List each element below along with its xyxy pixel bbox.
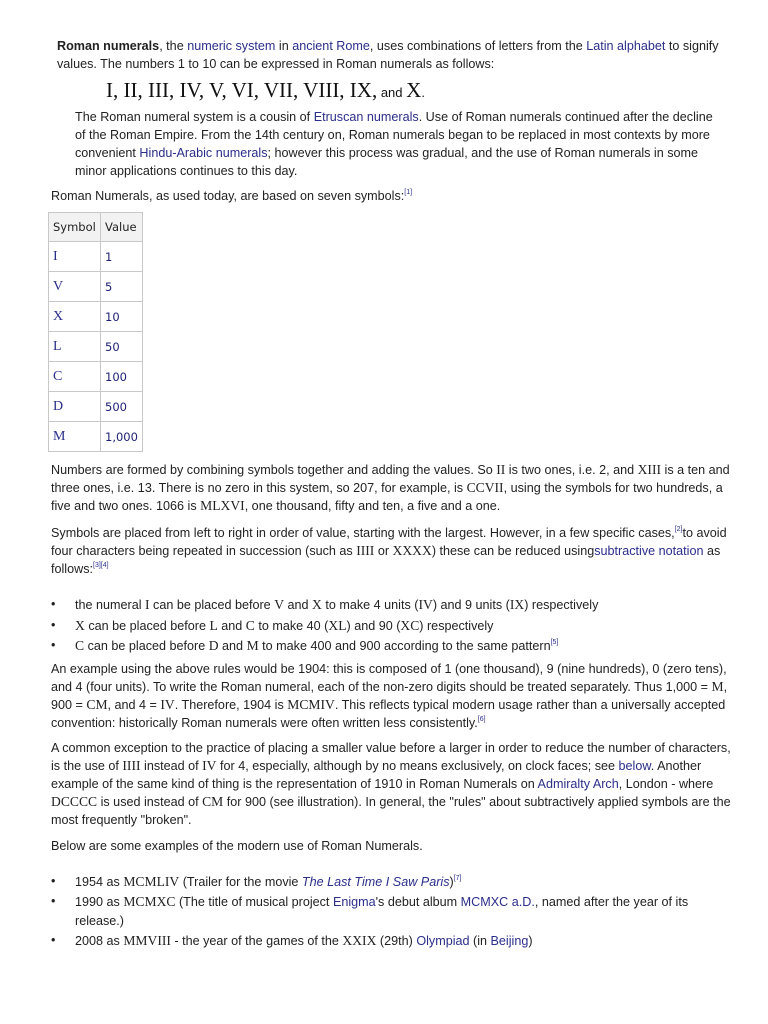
link-below[interactable]: below (618, 759, 651, 773)
symbol-cell: M (49, 422, 101, 452)
roman-numeral: II (496, 462, 506, 477)
citation-2[interactable]: [2] (674, 526, 683, 533)
roman-numeral: IV (418, 597, 433, 612)
table-row (49, 362, 143, 392)
text: can be placed before (84, 639, 209, 653)
roman-numeral: MCMXC (123, 894, 176, 909)
text: is used instead of (97, 795, 203, 809)
text: Roman Numerals, as used today, are based on seven symbols: (51, 189, 405, 203)
value-cell: 500 (101, 392, 143, 422)
roman-numeral: L (209, 617, 218, 633)
roman-numeral: IV (202, 758, 217, 773)
table-row (49, 392, 143, 422)
list-item (51, 636, 731, 657)
table-row (49, 422, 143, 452)
text: ) and 9 units ( (432, 598, 510, 612)
text: and (218, 639, 247, 653)
list-item (51, 616, 731, 637)
roman-numeral: CM (86, 697, 108, 712)
roman-numeral: I (145, 597, 150, 612)
text: An example using the above rules would be 1904: this is composed of 1 (one thousand), 9 (nine hundreds), 0 (zero tens), and 4 (four units). To write the Roman numeral, each of the non-zero digits should be treated separately. Thus 1,000 = (51, 662, 727, 694)
value-cell: 1 (101, 242, 143, 272)
text: , named after the year of its release.) (75, 895, 689, 928)
text: ) and 90 ( (346, 618, 401, 633)
citation-5[interactable]: [5] (550, 639, 559, 646)
text: - the year of the games of the (170, 934, 343, 948)
roman-numeral: IX (509, 597, 525, 612)
roman-numeral: D (208, 638, 219, 653)
link-beijing[interactable]: Beijing (490, 934, 529, 948)
text: to make 4 units ( (321, 598, 419, 612)
text: , the (159, 39, 188, 53)
roman-numeral: XC (400, 617, 420, 633)
roman-numeral: M (711, 679, 724, 694)
modern-examples-intro: Below are some examples of the modern use of Roman Numerals. (51, 839, 423, 853)
exception-paragraph (51, 739, 731, 829)
value-cell: 5 (101, 272, 143, 302)
text: as follows: (51, 544, 721, 576)
text: The Roman numeral system is a cousin of (75, 110, 314, 124)
text: ) these can be reduced using (431, 544, 595, 558)
text: , London - where (618, 777, 714, 791)
numerals-list: I, II, III, IV, V, VI, VII, VIII, IX, (106, 78, 378, 102)
roman-numeral: IV (160, 697, 175, 712)
text: (The title of musical project (175, 895, 333, 909)
text: , 900 = (51, 680, 728, 712)
link-latin-alphabet[interactable]: Latin alphabet (586, 39, 666, 53)
text: to make 40 ( (254, 618, 329, 633)
symbol-cell: X (49, 302, 101, 332)
symbol-cell: V (49, 272, 101, 302)
citation-1[interactable]: [1] (404, 189, 413, 196)
roman-numeral: IIII (356, 543, 375, 558)
link-last-time-i-saw-paris[interactable]: The Last Time I Saw Paris (301, 875, 450, 889)
text: . Another example of the same kind of thing is the representation of 1910 in Roman Numerals on (51, 759, 702, 791)
link-hindu-arabic-numerals[interactable]: Hindu-Arabic numerals (139, 146, 268, 160)
roman-numeral: X (75, 617, 85, 633)
roman-numeral: XXIX (342, 933, 377, 948)
symbols-intro (51, 187, 412, 205)
text: ) (449, 875, 454, 889)
text: and (284, 598, 313, 612)
text: 1990 as (75, 895, 124, 909)
citation-7[interactable]: [7] (453, 875, 462, 882)
column-header-symbol: Symbol (49, 213, 101, 242)
roman-numeral: M (246, 638, 259, 653)
text: for 900 (see illustration). In general, the "rules" about subtractively applied symbols are the most frequently "broken". (51, 795, 731, 827)
roman-numeral: MMVIII (123, 933, 171, 948)
text: to avoid four characters being repeated in succession (such as (51, 526, 727, 558)
text: in (275, 39, 293, 53)
value-cell: 10 (101, 302, 143, 332)
text: is a ten and three ones, i.e. 13. There is no zero in this system, so 207, for example, is (51, 463, 730, 495)
text: ) respectively (524, 598, 599, 612)
numeral-x: X (406, 78, 422, 102)
subtractive-rules-list (51, 595, 731, 657)
roman-numeral: C (75, 638, 85, 653)
link-subtractive-notation[interactable]: subtractive notation (594, 544, 704, 558)
text: and (217, 618, 246, 633)
table-header-row (49, 213, 143, 242)
numerals-1-to-10 (106, 78, 425, 103)
symbol-table (48, 212, 143, 452)
roman-numeral: X (312, 597, 322, 612)
text: ; however this process was gradual, and the use of Roman numerals in some minor applications continues to this day. (75, 146, 699, 178)
text: instead of (140, 759, 203, 773)
roman-numeral: MCMLIV (123, 874, 180, 889)
text: to make 400 and 900 according to the same pattern (258, 639, 551, 653)
cousin-paragraph (75, 108, 725, 180)
text: ) (528, 934, 533, 948)
text: can be placed before (84, 618, 210, 633)
list-item (51, 595, 731, 616)
text: (in (469, 934, 491, 948)
text: . Use of Roman numerals continued after the decline of the Roman Empire. From the 14th century on, Roman numerals began to be replaced in most contexts by more convenient (75, 110, 713, 160)
table-row (49, 242, 143, 272)
text: the numeral (75, 598, 146, 612)
list-item (51, 872, 701, 892)
example-1904-paragraph (51, 660, 731, 732)
link-mcmxc-ad[interactable]: MCMXC a.D. (460, 895, 535, 909)
placement-paragraph (51, 524, 731, 578)
roman-numeral: CCVII (466, 480, 504, 495)
table-row (49, 302, 143, 332)
value-cell: 100 (101, 362, 143, 392)
roman-numeral: C (245, 617, 255, 633)
link-enigma[interactable]: Enigma (332, 895, 376, 909)
roman-numeral: IIII (122, 758, 141, 773)
citation-6[interactable]: [6] (477, 716, 486, 723)
text: for 4, especially, although by no means exclusively, on clock faces; see (216, 759, 619, 773)
value-cell: 1,000 (101, 422, 143, 452)
text: , one thousand, fifty and ten, a five and a one. (244, 499, 501, 513)
link-admiralty-arch[interactable]: Admiralty Arch (537, 777, 619, 791)
citation-4[interactable]: [4] (100, 562, 109, 569)
text: Symbols are placed from left to right in order of value, starting with the largest. However, in a few specific cases, (51, 526, 675, 540)
text: 1954 as (75, 875, 124, 889)
period: . (421, 85, 425, 100)
value-cell: 50 (101, 332, 143, 362)
symbol-cell: C (49, 362, 101, 392)
symbol-cell: L (49, 332, 101, 362)
text: , using the symbols for two hundreds, a five and two ones. 1066 is (51, 481, 723, 513)
table-row (49, 332, 143, 362)
text: (Trailer for the movie (179, 875, 302, 889)
text: , uses combinations of letters from the (369, 39, 587, 53)
modern-examples-list (51, 872, 701, 951)
symbol-cell: I (49, 242, 101, 272)
citation-3[interactable]: [3] (93, 562, 101, 569)
link-etruscan-numerals[interactable]: Etruscan numerals (313, 110, 419, 124)
link-numeric-system[interactable]: numeric system (187, 39, 276, 53)
and-word: and (377, 85, 407, 100)
text: . Therefore, 1904 is (174, 698, 288, 712)
list-item (51, 892, 701, 931)
link-olympiad[interactable]: Olympiad (416, 934, 470, 948)
table-row (49, 272, 143, 302)
text: to signify values. The numbers 1 to 10 can be expressed in Roman numerals as follows: (57, 39, 719, 71)
roman-numeral: CM (202, 794, 224, 809)
text: , and 4 = (107, 698, 161, 712)
text: A common exception to the practice of placing a smaller value before a larger in order to reduce the number of characters, is the use of (51, 741, 731, 773)
text: is two ones, i.e. 2, and (505, 463, 638, 477)
text: Numbers are formed by combining symbols together and adding the values. So (51, 463, 497, 477)
link-ancient-rome[interactable]: ancient Rome (292, 39, 370, 53)
column-header-value: Value (101, 213, 143, 242)
list-item (51, 931, 701, 951)
text: 2008 as (75, 934, 124, 948)
term-roman-numerals: Roman numerals (57, 39, 160, 53)
text: or (374, 544, 393, 558)
roman-numeral: XL (328, 617, 347, 633)
text: can be placed before (149, 598, 275, 612)
text: . This reflects typical modern usage rather than a universally accepted convention: historically Roman numerals were often written less consistently. (51, 698, 726, 730)
text: (29th) (376, 934, 417, 948)
roman-numeral: DCCCC (51, 794, 98, 809)
text: 's debut album (375, 895, 461, 909)
numbers-formed-paragraph (51, 461, 731, 515)
roman-numeral: V (274, 597, 285, 612)
roman-numeral: XXXX (392, 543, 432, 558)
symbol-cell: D (49, 392, 101, 422)
intro-paragraph (57, 37, 727, 73)
text: ) respectively (419, 618, 494, 633)
roman-numeral: MLXVI (200, 498, 245, 513)
roman-numeral: MCMIV (287, 697, 335, 712)
roman-numeral: XIII (637, 462, 662, 477)
